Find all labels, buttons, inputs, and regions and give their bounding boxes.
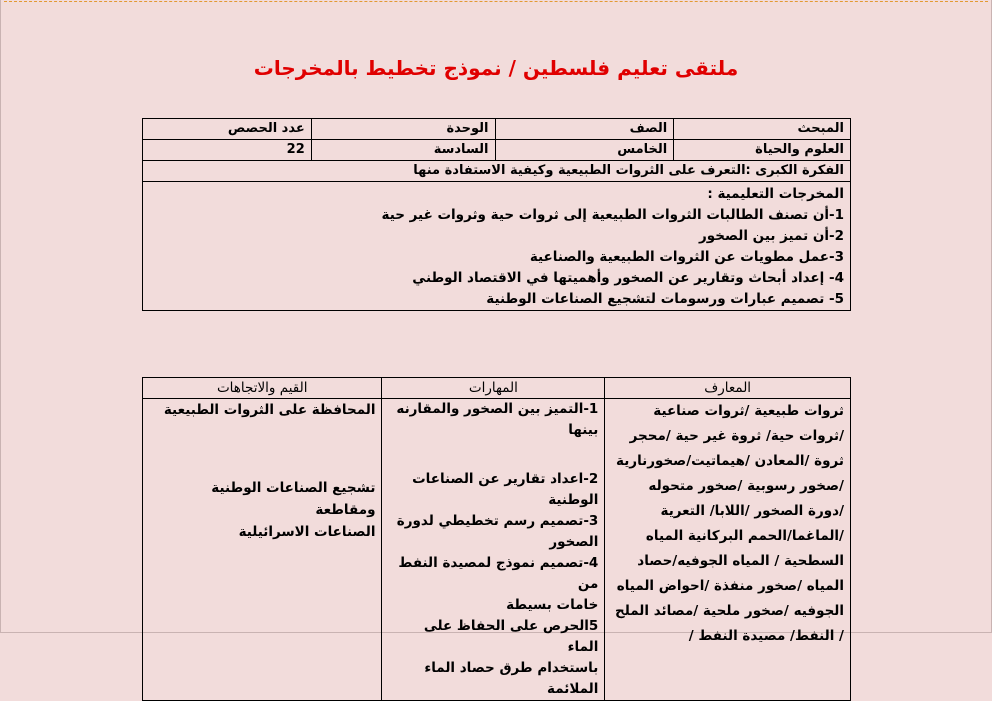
value-gap <box>149 449 375 477</box>
details-table <box>142 377 851 701</box>
skills-cell <box>382 399 605 701</box>
big-idea-row <box>143 161 851 182</box>
outcome-item: 1-أن تصنف الطالبات الثروات الطبيعية إلى ثروات حية وثروات غير حية <box>381 207 844 223</box>
page-title: ملتقى تعليم فلسطين / نموذج تخطيط بالمخرجات <box>253 56 739 80</box>
knowledge-line: /ثروات حية/ ثروة غير حية /محجر <box>629 428 844 444</box>
info-value-row <box>143 140 851 161</box>
skill-line: الوطنية <box>548 492 599 508</box>
knowledge-line: ثروة /المعادن /هيماتيت/صخورنارية <box>616 453 844 469</box>
outcome-item: 3-عمل مطويات عن الثروات الطبيعية والصناعية <box>529 249 844 265</box>
values-header: القيم والاتجاهات <box>143 378 382 399</box>
skill-line: خامات بسيطة <box>506 597 599 613</box>
knowledge-line: /دورة الصخور /اللابا/ التعرية <box>660 503 844 519</box>
knowledge-line: السطحية / المياه الجوفيه/حصاد <box>637 553 844 569</box>
big-idea: الفكرة الكبرى :التعرف على الثروات الطبيعية وكيفية الاستفادة منها <box>143 161 851 182</box>
details-header-row <box>143 378 851 399</box>
value-line: تشجيع الصناعات الوطنية ومقاطعة <box>211 480 376 518</box>
skill-line: 1-التميز بين الصخور والمقارنه <box>396 401 599 417</box>
skill-line: بينها <box>568 422 599 438</box>
subject-header: المبحث <box>674 119 851 140</box>
outcomes-heading: المخرجات التعليمية : <box>707 186 844 202</box>
skill-gap <box>388 441 598 469</box>
value-line: المحافظة على الثروات الطبيعية <box>163 402 376 418</box>
knowledge-header: المعارف <box>605 378 851 399</box>
values-cell <box>143 399 382 701</box>
knowledge-line: المياه /صخور منفذة /احواض المياه <box>616 578 844 594</box>
value-line: الصناعات الاسرائيلية <box>238 524 376 540</box>
grade-header: الصف <box>495 119 674 140</box>
details-body-row <box>143 399 851 701</box>
info-table <box>142 118 851 311</box>
skill-line: 4-تصميم نموذج لمصيدة النفط من <box>398 555 599 592</box>
knowledge-cell <box>605 399 851 701</box>
grade-value: الخامس <box>495 140 674 161</box>
outcomes-cell <box>143 182 851 311</box>
unit-value: السادسة <box>311 140 495 161</box>
value-gap <box>149 421 375 449</box>
knowledge-line: / النفط/ مصيدة النفط / <box>688 628 844 644</box>
outcome-item: 4- إعداد أبحاث وتقارير عن الصخور وأهميتها في الاقتصاد الوطني <box>412 270 844 286</box>
subject-value: العلوم والحياة <box>674 140 851 161</box>
top-divider <box>4 1 988 2</box>
unit-header: الوحدة <box>311 119 495 140</box>
skills-header: المهارات <box>382 378 605 399</box>
knowledge-line: الجوفيه /صخور ملحية /مصائد الملح <box>615 603 844 619</box>
skill-line: باستخدام طرق حصاد الماء الملائمة <box>424 660 599 697</box>
skill-line: الصخور <box>549 534 599 550</box>
skill-line: 3-تصميم رسم تخطيطي لدورة <box>396 513 599 529</box>
info-header-row <box>143 119 851 140</box>
skill-line: 2-اعداد تقارير عن الصناعات <box>412 471 599 487</box>
knowledge-line: /الماغما/الحمم البركانية المياه <box>645 528 844 544</box>
outcomes-row <box>143 182 851 311</box>
outcome-item: 2-أن تميز بين الصخور <box>699 228 844 244</box>
skill-line: 5الحرص على الحفاظ على الماء <box>423 618 599 655</box>
periods-header: عدد الحصص <box>143 119 312 140</box>
knowledge-line: /صخور رسوبية /صخور متحوله <box>648 478 844 494</box>
periods-value: 22 <box>143 140 312 161</box>
outcome-item: 5- تصميم عبارات ورسومات لتشجيع الصناعات الوطنية <box>486 291 844 307</box>
knowledge-line: ثروات طبيعية /ثروات صناعية <box>653 403 844 419</box>
